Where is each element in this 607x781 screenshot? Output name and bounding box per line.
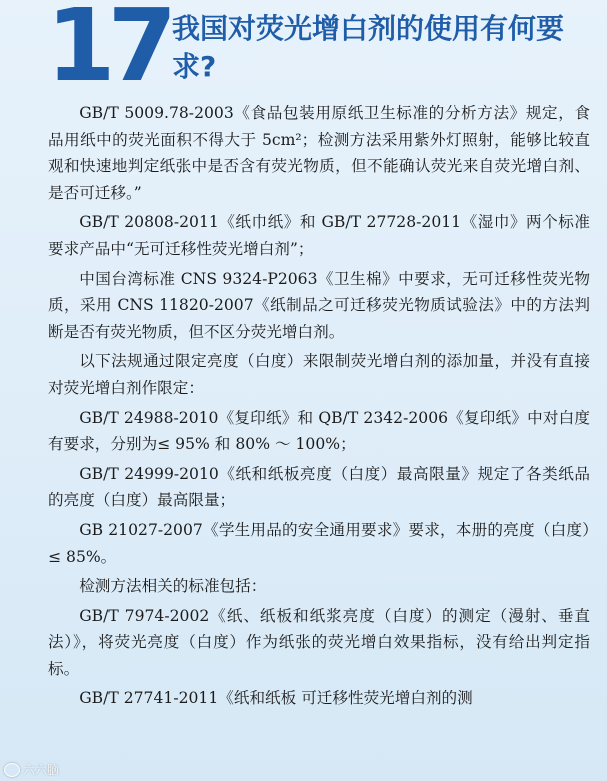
question-number: 17 [46,0,170,104]
paragraph: GB/T 20808-2011《纸巾纸》和 GB/T 27728-2011《湿巾》两个标准要求产品中“无可迁移性荧光增白剂”； [48,213,590,258]
question-title: 我国对荧光增白剂的使用有何要求? [172,12,565,83]
paragraph: GB/T 24988-2010《复印纸》和 QB/T 2342-2006《复印纸》中对白度有要求，分别为≤ 95% 和 80% ～ 100%； [48,408,590,454]
article-body [48,100,590,715]
watermark-logo-icon [4,763,20,777]
paragraph: GB/T 7974-2002《纸、纸板和纸浆亮度（白度）的测定（漫射、垂直法）》，将荧光亮度（白度）作为纸张的荧光增白效果指标，没有给出判定指标。 [48,606,590,678]
paragraph: GB/T 5009.78-2003《食品包装用原纸卫生标准的分析方法》规定，食品用纸中的荧光面积不得大于 5cm²；检测方法采用紫外灯照射，能够比较直观和快速地判定纸张中是否含有荧光物质，但不能确认荧光来自荧光增白剂、是否可迁移。” [48,104,590,202]
watermark-text: 六六脑 [23,763,60,777]
paragraph: GB/T 24999-2010《纸和纸板亮度（白度）最高限量》规定了各类纸品的亮度（白度）最高限量； [48,464,590,510]
header [0,0,607,104]
paragraph: 以下法规通过限定亮度（白度）来限制荧光增白剂的添加量，并没有直接对荧光增白剂作限定： [48,352,590,397]
paragraph: 中国台湾标准 CNS 9324-P2063《卫生棉》中要求，无可迁移性荧光物质，采用 CNS 11820-2007《纸制品之可迁移荧光物质试验法》中的方法判断是否有荧光物质，但不区分荧光增白剂。 [48,269,590,341]
paragraph: GB/T 27741-2011《纸和纸板 可迁移性荧光增白剂的测 [79,689,473,708]
paragraph: GB 21027-2007《学生用品的安全通用要求》要求，本册的亮度（白度）≤ 85%。 [48,520,590,566]
paragraph: 检测方法相关的标准包括： [79,577,267,596]
watermark [4,761,59,778]
